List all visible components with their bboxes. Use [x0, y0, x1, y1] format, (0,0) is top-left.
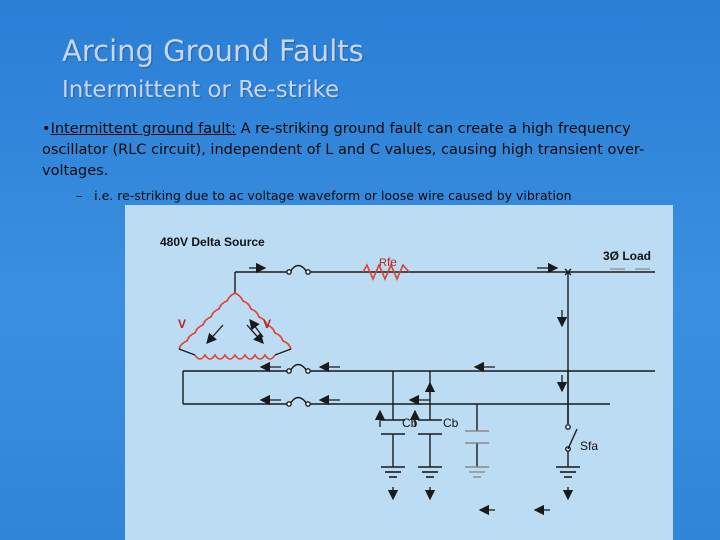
bullet-term: Intermittent ground fault: — [50, 121, 236, 137]
sub-bullet-text: i.e. re-striking due to ac voltage waveform or loose wire caused by vibration — [94, 188, 572, 203]
slide-title: Arcing Ground Faults — [62, 34, 364, 68]
cap2-label: Cb — [443, 416, 459, 430]
switch-a-arc — [290, 266, 307, 273]
circuit-schematic — [125, 205, 673, 540]
ground-cap1 — [381, 467, 405, 477]
cap1-label: Cb — [402, 416, 418, 430]
main-bullet — [42, 119, 682, 182]
source-label: 480V Delta Source — [160, 235, 265, 249]
switch-b-arc — [290, 365, 307, 372]
slide-subtitle: Intermittent or Re-strike — [62, 77, 340, 103]
sub-bullet-dash: – — [76, 188, 83, 203]
ground-cap2 — [418, 467, 442, 477]
ground-cap3 — [465, 467, 489, 477]
resistor-label: Rfe — [379, 255, 397, 269]
ground-fault — [556, 467, 580, 477]
bullet-text: A re-striking ground fault can create a high frequency oscillator (RLC circuit), independent of L and C values, causing high transient over-voltages. — [42, 121, 645, 179]
bullet-marker: • — [42, 121, 51, 137]
switch-label: Sfa — [580, 439, 599, 453]
voltage-label-right: V — [263, 317, 272, 331]
delta-coils — [179, 293, 291, 359]
sub-bullet — [76, 188, 676, 204]
circuit-diagram — [125, 205, 673, 540]
voltage-label-left: V — [178, 317, 187, 331]
load-label: 3Ø Load — [603, 249, 652, 263]
switch-c-arc — [290, 398, 307, 405]
fault-switch-blade — [568, 429, 577, 449]
